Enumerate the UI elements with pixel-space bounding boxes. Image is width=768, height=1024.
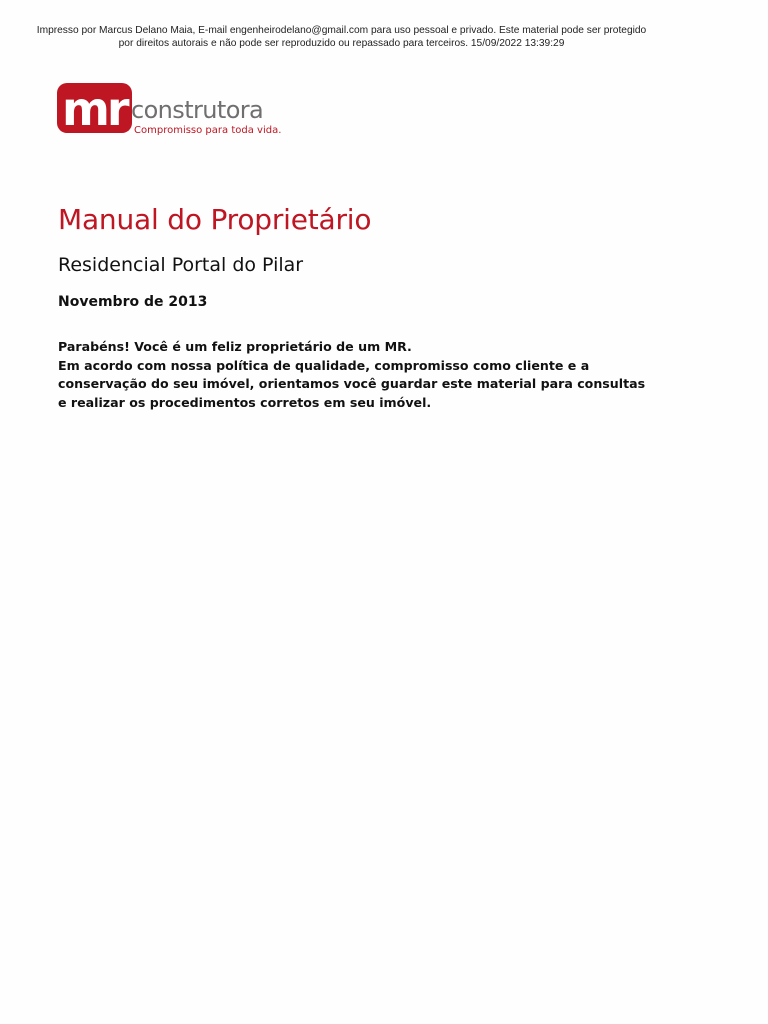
logo-tagline: Compromisso para toda vida. (134, 125, 282, 136)
page-title: Manual do Proprietário (58, 203, 372, 236)
intro-line: conservação do seu imóvel, orientamos você guardar este material para consultas (58, 376, 646, 391)
print-notice (0, 25, 683, 50)
page-subtitle: Residencial Portal do Pilar (58, 254, 304, 276)
print-notice-line-1: Impresso por Marcus Delano Maia, E-mail engenheirodelano@gmail.com para uso pessoal e privado. Este material pode ser protegido (36, 25, 647, 36)
document-date: Novembro de 2013 (58, 294, 208, 310)
intro-paragraph (58, 338, 678, 412)
intro-line: Parabéns! Você é um feliz proprietário de um MR. (58, 339, 412, 354)
intro-line: e realizar os procedimentos corretos em seu imóvel. (58, 394, 432, 410)
logo-name: construtora (131, 96, 264, 124)
print-notice-line-2: por direitos autorais e não pode ser reproduzido ou repassado para terceiros. 15/09/2022 13:39:29 (118, 37, 565, 49)
intro-line: Em acordo com nossa política de qualidade, compromisso como cliente e a (58, 357, 590, 373)
mr-construtora-logo (57, 80, 287, 140)
logo-mark: mr (62, 82, 127, 136)
